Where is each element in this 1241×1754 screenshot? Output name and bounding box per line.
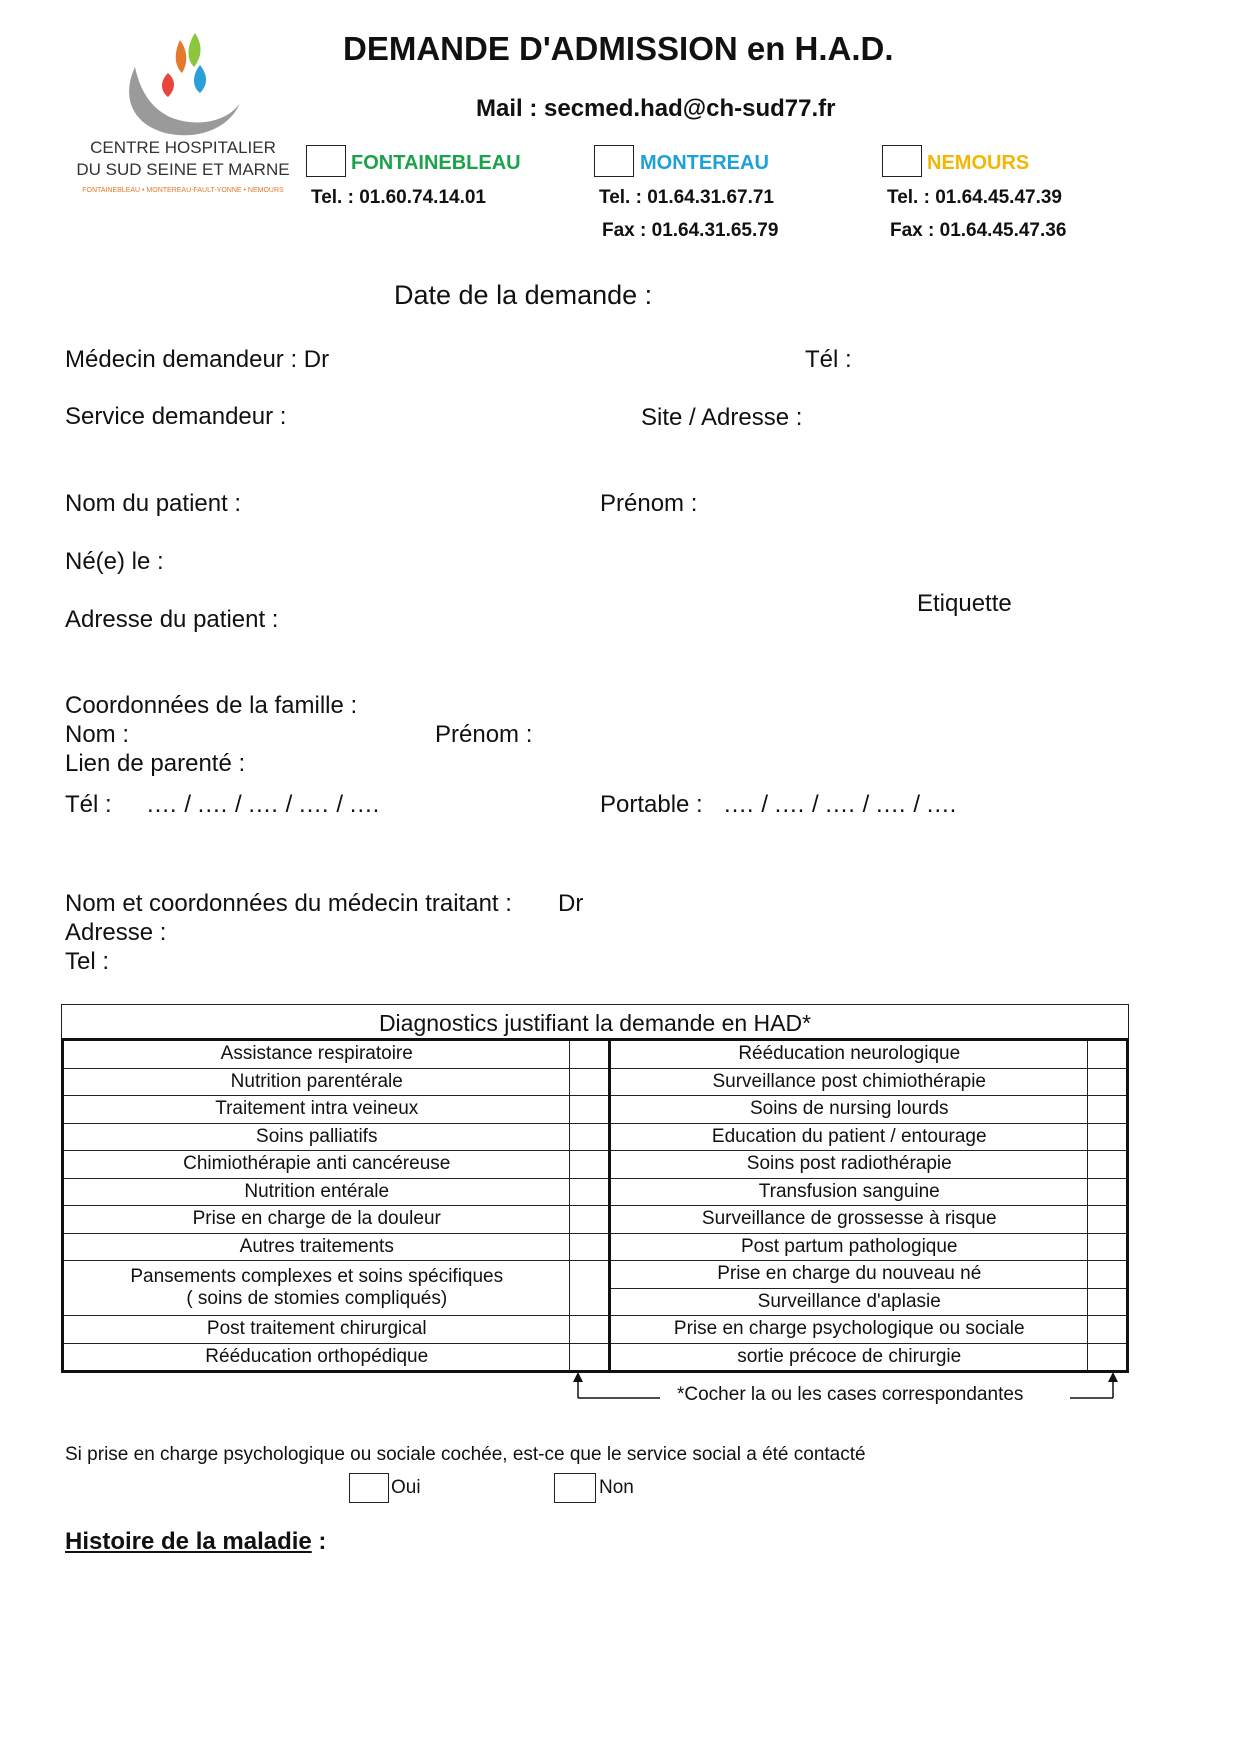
label-oui: Oui [391, 1477, 421, 1498]
logo-icon [70, 25, 300, 205]
table-row [63, 1123, 1128, 1151]
page-title: DEMANDE D'ADMISSION en H.A.D. [343, 30, 894, 67]
tel-nemours: Tel. : 01.64.45.47.39 [887, 187, 1062, 208]
logo-line-1: CENTRE HOSPITALIER [90, 138, 276, 157]
diag-left-label: Nutrition parentérale [63, 1068, 570, 1096]
diag-right-checkbox[interactable] [1088, 1233, 1128, 1261]
etiquette: Etiquette [917, 590, 1012, 617]
diag-right-checkbox[interactable] [1088, 1206, 1128, 1234]
diag-left-label: Post traitement chirurgical [63, 1316, 570, 1344]
ne-le: Né(e) le : [65, 548, 164, 575]
diag-left-label: Prise en charge de la douleur [63, 1206, 570, 1234]
checkbox-fontainebleau[interactable] [306, 145, 346, 177]
adresse-medecin: Adresse : [65, 919, 167, 946]
diag-right-checkbox[interactable] [1088, 1123, 1128, 1151]
table-row [63, 1040, 1128, 1069]
fax-nemours: Fax : 01.64.45.47.36 [890, 220, 1067, 241]
diag-right-label: Post partum pathologique [610, 1233, 1088, 1261]
diag-right-label: sortie précoce de chirurgie [610, 1343, 1088, 1372]
label-non: Non [599, 1477, 634, 1498]
logo-line-3: FONTAINEBLEAU • MONTEREAU-FAULT-YONNE • NEMOURS [82, 187, 284, 194]
diag-right-label: Surveillance post chimiothérapie [610, 1068, 1088, 1096]
portable-value: .… / .… / .… / .… / .… [724, 791, 958, 818]
diag-right-label: Surveillance d'aplasie [610, 1288, 1088, 1316]
table-row [63, 1316, 1128, 1344]
arrow-up-icon [573, 1372, 583, 1382]
diag-left-label: Autres traitements [63, 1233, 570, 1261]
diag-left-checkbox[interactable] [570, 1343, 610, 1372]
medecin-traitant-dr: Dr [558, 890, 584, 917]
checkbox-oui[interactable] [349, 1473, 389, 1503]
lien-parente: Lien de parenté : [65, 750, 246, 777]
table-row [63, 1151, 1128, 1179]
diag-right-checkbox[interactable] [1088, 1288, 1128, 1316]
site-fontainebleau: FONTAINEBLEAU [351, 152, 521, 174]
arrow-up-icon [1108, 1372, 1118, 1382]
histoire-maladie [65, 1528, 326, 1556]
coordonnees-famille: Coordonnées de la famille : [65, 692, 358, 719]
diag-right-checkbox[interactable] [1088, 1040, 1128, 1069]
diag-left-checkbox[interactable] [570, 1068, 610, 1096]
table-row [63, 1343, 1128, 1372]
diag-left-checkbox[interactable] [570, 1233, 610, 1261]
date-demande: Date de la demande : [394, 280, 653, 310]
social-question: Si prise en charge psychologique ou sociale cochée, est-ce que le service social a été contacté [65, 1444, 866, 1465]
diag-left-checkbox[interactable] [570, 1123, 610, 1151]
portable-label: Portable : [600, 791, 703, 818]
diagnostics-header: Diagnostics justifiant la demande en HAD* [61, 1004, 1129, 1038]
diag-left-checkbox[interactable] [570, 1151, 610, 1179]
nom-famille: Nom : [65, 721, 130, 748]
diag-right-label: Rééducation neurologique [610, 1040, 1088, 1069]
mail-address: Mail : secmed.had@ch-sud77.fr [476, 95, 836, 122]
checkbox-non[interactable] [554, 1473, 596, 1503]
logo-line-2: DU SUD SEINE ET MARNE [76, 160, 290, 179]
diag-left-label: Chimiothérapie anti cancéreuse [63, 1151, 570, 1179]
diag-left-checkbox[interactable] [570, 1040, 610, 1069]
diag-right-checkbox[interactable] [1088, 1096, 1128, 1124]
diag-left-label-line-1: Pansements complexes et soins spécifiques [130, 1266, 504, 1287]
nom-patient: Nom du patient : [65, 490, 242, 517]
table-row [63, 1096, 1128, 1124]
diag-left-checkbox[interactable] [570, 1178, 610, 1206]
diag-left-label: Assistance respiratoire [63, 1040, 570, 1069]
diagnostics-table [61, 1038, 1129, 1373]
adresse-patient: Adresse du patient : [65, 606, 279, 633]
diag-left-label: Rééducation orthopédique [63, 1343, 570, 1372]
checkbox-nemours[interactable] [882, 145, 922, 177]
diag-right-label: Surveillance de grossesse à risque [610, 1206, 1088, 1234]
diag-right-checkbox[interactable] [1088, 1151, 1128, 1179]
diag-right-checkbox[interactable] [1088, 1068, 1128, 1096]
diag-right-label: Soins post radiothérapie [610, 1151, 1088, 1179]
diag-right-checkbox[interactable] [1088, 1261, 1128, 1289]
table-row [63, 1206, 1128, 1234]
diag-left-checkbox[interactable] [570, 1096, 610, 1124]
table-row [63, 1261, 1128, 1289]
table-row [63, 1178, 1128, 1206]
diag-left-checkbox[interactable] [570, 1261, 610, 1316]
tel-famille-value: .… / .… / .… / .… / .… [147, 791, 381, 818]
histoire-label: Histoire de la maladie [65, 1528, 312, 1555]
histoire-colon: : [311, 1528, 327, 1555]
diag-left-label: Traitement intra veineux [63, 1096, 570, 1124]
diag-right-label: Soins de nursing lourds [610, 1096, 1088, 1124]
site-nemours: NEMOURS [927, 152, 1030, 174]
tel-fontainebleau: Tel. : 01.60.74.14.01 [311, 187, 486, 208]
diag-right-checkbox[interactable] [1088, 1316, 1128, 1344]
tel-famille-label: Tél : [65, 791, 112, 818]
medecin-demandeur: Médecin demandeur : Dr [65, 346, 330, 373]
diagnostics-footnote: *Cocher la ou les cases correspondantes [677, 1384, 1024, 1405]
service-demandeur: Service demandeur : [65, 403, 287, 430]
medecin-traitant: Nom et coordonnées du médecin traitant : [65, 890, 512, 917]
tel-medecin-traitant: Tel : [65, 948, 110, 975]
diag-left-label: Soins palliatifs [63, 1123, 570, 1151]
diag-right-label: Prise en charge du nouveau né [610, 1261, 1088, 1289]
tel-montereau: Tel. : 01.64.31.67.71 [599, 187, 774, 208]
diag-left-label: Nutrition entérale [63, 1178, 570, 1206]
tel-medecin-demandeur: Tél : [805, 346, 852, 373]
table-row [63, 1068, 1128, 1096]
diag-right-label: Transfusion sanguine [610, 1178, 1088, 1206]
diag-left-label-multiline [63, 1261, 570, 1316]
diag-left-checkbox[interactable] [570, 1206, 610, 1234]
fax-montereau: Fax : 01.64.31.65.79 [602, 220, 779, 241]
site-adresse: Site / Adresse : [641, 404, 803, 431]
diag-right-label: Prise en charge psychologique ou sociale [610, 1316, 1088, 1344]
diag-right-label: Education du patient / entourage [610, 1123, 1088, 1151]
checkbox-montereau[interactable] [594, 145, 634, 177]
diag-left-label-line-2: ( soins de stomies compliqués) [186, 1288, 448, 1309]
hospital-logo [70, 25, 300, 205]
prenom-patient: Prénom : [600, 490, 698, 517]
site-montereau: MONTEREAU [640, 152, 769, 174]
prenom-famille: Prénom : [435, 721, 533, 748]
table-row [63, 1233, 1128, 1261]
diag-right-checkbox[interactable] [1088, 1178, 1128, 1206]
diag-left-checkbox[interactable] [570, 1316, 610, 1344]
diag-right-checkbox[interactable] [1088, 1343, 1128, 1372]
